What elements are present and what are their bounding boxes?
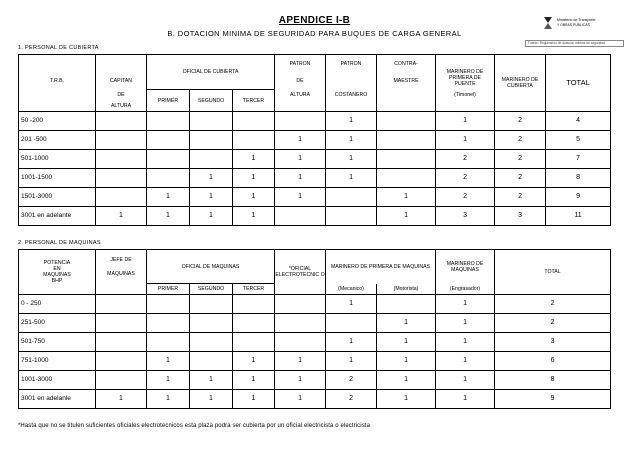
jefe-header-bottom <box>96 284 147 295</box>
cell-contramaestre: 1 <box>377 188 436 207</box>
potencia-line4: BHP <box>51 278 63 284</box>
cell-capitan <box>96 150 147 169</box>
table-row <box>19 150 611 169</box>
marinero-primera-maquinas-header: MARINERO DE PRIMERA DE MAQUINAS <box>326 250 436 284</box>
cell-segundo: 1 <box>190 390 233 409</box>
jefe-line2: MAQUINAS <box>107 270 135 277</box>
cell-total: 5 <box>546 131 611 150</box>
marinero-cubierta-header: MARINERO DE CUBIERTA <box>495 55 546 112</box>
mecanico-header: (Mecanico) <box>326 284 377 295</box>
cell-electro <box>275 333 326 352</box>
row-label: 1001-3000 <box>19 371 96 390</box>
cell-primer: 1 <box>147 390 190 409</box>
cell-electro: 1 <box>275 371 326 390</box>
section1-heading: 1. PERSONAL DE CUBIERTA <box>18 45 99 51</box>
cell-primer <box>147 314 190 333</box>
total-maquinas-header: TOTAL <box>495 250 611 295</box>
tercer-header: TERCER <box>233 90 275 112</box>
ministry-logo <box>543 14 613 38</box>
cell-tercer <box>233 131 275 150</box>
table-row <box>19 333 611 352</box>
cell-marinero-cubierta: 2 <box>495 131 546 150</box>
cell-patron-altura: 1 <box>275 131 326 150</box>
cell-primer <box>147 150 190 169</box>
logo-text-ministry: Ministerio de Transporte <box>557 18 596 22</box>
cell-patron-altura: 1 <box>275 188 326 207</box>
segundo-header: SEGUNDO <box>190 90 233 112</box>
total-header: TOTAL <box>546 55 611 112</box>
cell-total: 2 <box>495 314 611 333</box>
cell-primer <box>147 295 190 314</box>
logo-text-obras: Y OBRAS PUBLICAS <box>557 23 590 27</box>
contramaestre-header-1: CONTRA- <box>377 55 436 73</box>
cell-patron-costanero: 1 <box>326 150 377 169</box>
cell-primer <box>147 333 190 352</box>
cell-primer <box>147 112 190 131</box>
capitan-header-altura: ALTURA <box>96 101 147 112</box>
cell-tercer: 1 <box>233 390 275 409</box>
cell-mecanico: 1 <box>326 352 377 371</box>
cell-patron-altura <box>275 207 326 226</box>
cell-primer <box>147 169 190 188</box>
cell-total: 7 <box>546 150 611 169</box>
tercer-maquinas-header: TERCER <box>233 284 275 295</box>
row-label: 501-750 <box>19 333 96 352</box>
marinero-primera-header <box>436 55 495 112</box>
cell-motorista: 1 <box>377 390 436 409</box>
cell-tercer <box>233 295 275 314</box>
cell-segundo: 1 <box>190 207 233 226</box>
table-row <box>19 112 611 131</box>
cell-tercer <box>233 333 275 352</box>
table-row <box>19 352 611 371</box>
marinero-maquinas-line2: MAQUINAS <box>451 266 479 273</box>
cell-motorista: 1 <box>377 371 436 390</box>
cell-patron-costanero: 1 <box>326 112 377 131</box>
cell-electro: 1 <box>275 352 326 371</box>
jefe-line1: JEFE DE <box>110 256 132 263</box>
row-label: 251-500 <box>19 314 96 333</box>
segundo-maquinas-header: SEGUNDO <box>190 284 233 295</box>
cell-electro <box>275 295 326 314</box>
cell-total: 8 <box>495 371 611 390</box>
cell-segundo <box>190 131 233 150</box>
cell-tercer: 1 <box>233 188 275 207</box>
cell-jefe <box>96 295 147 314</box>
table-row <box>19 169 611 188</box>
cell-segundo: 1 <box>190 169 233 188</box>
patron-costanero-header-2: COSTANERO <box>326 90 377 101</box>
cell-total: 4 <box>546 112 611 131</box>
cell-jefe <box>96 371 147 390</box>
table-row <box>19 188 611 207</box>
marinero-maquinas-line1: MARINERO DE <box>446 260 484 267</box>
cell-primer: 1 <box>147 371 190 390</box>
potencia-line1: POTENCIA <box>43 260 71 266</box>
cell-primer: 1 <box>147 352 190 371</box>
capitan-header-top <box>96 55 147 73</box>
marinero-primera-line3: PUENTE <box>454 80 476 87</box>
cell-marinero-maq: 1 <box>436 390 495 409</box>
cell-motorista: 1 <box>377 352 436 371</box>
cell-electro <box>275 314 326 333</box>
trb-header-top <box>19 55 96 73</box>
motorista-header: (Motorista) <box>377 284 436 295</box>
trb-header-mid <box>19 90 96 101</box>
cell-marinero-maq: 1 <box>436 295 495 314</box>
row-label: 751-1000 <box>19 352 96 371</box>
cell-marinero-primera: 3 <box>436 207 495 226</box>
table-row <box>19 390 611 409</box>
table-row <box>19 314 611 333</box>
footnote: *Hasta que no se titulen suficientes oficiales electrotecnicos esta plaza podra ser cubierta por un oficial electricista o electricista <box>18 423 371 429</box>
cell-tercer: 1 <box>233 371 275 390</box>
cell-segundo <box>190 112 233 131</box>
cell-jefe <box>96 314 147 333</box>
engrasador-header: (Engrasador) <box>436 284 495 295</box>
trb-header: T.R.B. <box>19 73 96 90</box>
cell-mecanico: 1 <box>326 333 377 352</box>
cell-total: 3 <box>495 333 611 352</box>
reference-line: Fuente: Reglamento de dotacion minima de seguridad <box>525 40 624 47</box>
oficial-cubierta-header: OFICIAL DE CUBIERTA <box>147 55 275 90</box>
electrotecnico-header: *OFICIAL ELECTROTECNIC O <box>275 250 326 295</box>
cell-primer: 1 <box>147 207 190 226</box>
cell-motorista: 1 <box>377 333 436 352</box>
cell-patron-costanero: 1 <box>326 131 377 150</box>
patron-altura-header-1: PATRON <box>275 55 326 73</box>
cell-jefe <box>96 352 147 371</box>
capitan-header-de: DE <box>96 90 147 101</box>
potencia-line2: EN <box>53 266 61 272</box>
cell-total: 9 <box>495 390 611 409</box>
cell-motorista <box>377 295 436 314</box>
cell-contramaestre <box>377 112 436 131</box>
patron-costanero-header-blank <box>326 73 377 90</box>
cell-marinero-maq: 1 <box>436 371 495 390</box>
cell-marinero-maq: 1 <box>436 352 495 371</box>
row-label: 201 -500 <box>19 131 96 150</box>
cell-jefe <box>96 333 147 352</box>
table-row <box>19 371 611 390</box>
cell-marinero-cubierta: 3 <box>495 207 546 226</box>
page-title: APENDICE I-B <box>278 15 351 26</box>
cell-mecanico: 2 <box>326 371 377 390</box>
cell-capitan <box>96 112 147 131</box>
cell-total: 6 <box>495 352 611 371</box>
row-label: 501-1000 <box>19 150 96 169</box>
cell-total: 9 <box>546 188 611 207</box>
capitan-header: CAPITAN <box>96 73 147 90</box>
cell-capitan <box>96 188 147 207</box>
cell-primer <box>147 131 190 150</box>
cell-mecanico: 2 <box>326 390 377 409</box>
cell-segundo: 1 <box>190 188 233 207</box>
primer-maquinas-header: PRIMER <box>147 284 190 295</box>
cell-tercer: 1 <box>233 150 275 169</box>
oficial-maquinas-header: OFICIAL DE MAQUINAS <box>147 250 275 284</box>
cell-marinero-primera: 1 <box>436 112 495 131</box>
ministry-emblem-icon <box>543 16 553 30</box>
cell-contramaestre <box>377 169 436 188</box>
cell-contramaestre <box>377 150 436 169</box>
cell-tercer: 1 <box>233 169 275 188</box>
cell-total: 2 <box>495 295 611 314</box>
cell-segundo <box>190 295 233 314</box>
cell-patron-altura <box>275 112 326 131</box>
patron-altura-header-2: DE <box>275 73 326 90</box>
cell-patron-costanero: 1 <box>326 169 377 188</box>
row-label: 3001 en adelante <box>19 207 96 226</box>
row-label: 1501-3000 <box>19 188 96 207</box>
cell-tercer <box>233 314 275 333</box>
cell-motorista: 1 <box>377 314 436 333</box>
cell-total: 11 <box>546 207 611 226</box>
cell-segundo <box>190 352 233 371</box>
cell-patron-altura: 1 <box>275 150 326 169</box>
cell-jefe: 1 <box>96 390 147 409</box>
cell-marinero-primera: 2 <box>436 150 495 169</box>
cell-mecanico: 1 <box>326 295 377 314</box>
cell-patron-altura: 1 <box>275 169 326 188</box>
cell-capitan: 1 <box>96 207 147 226</box>
table-row <box>19 131 611 150</box>
cell-marinero-maq: 1 <box>436 333 495 352</box>
row-label: 3001 en adelanle <box>19 390 96 409</box>
cell-marinero-cubierta: 2 <box>495 112 546 131</box>
cell-marinero-maq: 1 <box>436 314 495 333</box>
marinero-primera-line1: MARINERO DE <box>446 68 484 75</box>
marinero-primera-line2: PRIMERA DE <box>449 74 482 81</box>
marinero-maquinas-header <box>436 250 495 284</box>
row-label: 1001-1500 <box>19 169 96 188</box>
engine-personnel-table <box>18 249 611 409</box>
table-row <box>19 207 611 226</box>
cell-patron-costanero <box>326 207 377 226</box>
cell-marinero-cubierta: 2 <box>495 188 546 207</box>
row-label: 50 -200 <box>19 112 96 131</box>
cell-mecanico <box>326 314 377 333</box>
cell-electro: 1 <box>275 390 326 409</box>
cell-marinero-primera: 2 <box>436 188 495 207</box>
cell-segundo <box>190 333 233 352</box>
patron-costanero-header-1: PATRON <box>326 55 377 73</box>
cell-capitan <box>96 169 147 188</box>
patron-altura-header-3: ALTURA <box>275 90 326 101</box>
table-row <box>19 295 611 314</box>
trb-header-bottom <box>19 101 96 112</box>
cell-segundo <box>190 150 233 169</box>
cell-marinero-primera: 1 <box>436 131 495 150</box>
cell-tercer: 1 <box>233 352 275 371</box>
cell-segundo <box>190 314 233 333</box>
cell-tercer <box>233 112 275 131</box>
row-label: 0 - 250 <box>19 295 96 314</box>
contramaestre-header-bottom <box>377 101 436 112</box>
page-subtitle: B. DOTACION MINIMA DE SEGURIDAD PARA BUQUES DE CARGA GENERAL <box>167 29 462 38</box>
cell-marinero-cubierta: 2 <box>495 169 546 188</box>
deck-personnel-table <box>18 54 611 226</box>
jefe-header <box>96 250 147 284</box>
marinero-primera-line4: (Timonel) <box>454 91 476 98</box>
section2-heading: 2. PERSONAL DE MAQUINAS <box>18 240 101 246</box>
cell-tercer: 1 <box>233 207 275 226</box>
contramaestre-header-blank <box>377 90 436 101</box>
cell-primer: 1 <box>147 188 190 207</box>
potencia-header <box>19 250 96 295</box>
cell-patron-costanero <box>326 188 377 207</box>
patron-costanero-header-bottom <box>326 101 377 112</box>
cell-total: 8 <box>546 169 611 188</box>
cell-marinero-primera: 2 <box>436 169 495 188</box>
cell-contramaestre: 1 <box>377 207 436 226</box>
patron-altura-header-bottom <box>275 101 326 112</box>
cell-contramaestre <box>377 131 436 150</box>
cell-marinero-cubierta: 2 <box>495 150 546 169</box>
primer-header: PRIMER <box>147 90 190 112</box>
cell-capitan <box>96 131 147 150</box>
potencia-line3: MAQUINAS <box>43 272 71 278</box>
cell-segundo: 1 <box>190 371 233 390</box>
contramaestre-header-2: MAESTRE <box>377 73 436 90</box>
